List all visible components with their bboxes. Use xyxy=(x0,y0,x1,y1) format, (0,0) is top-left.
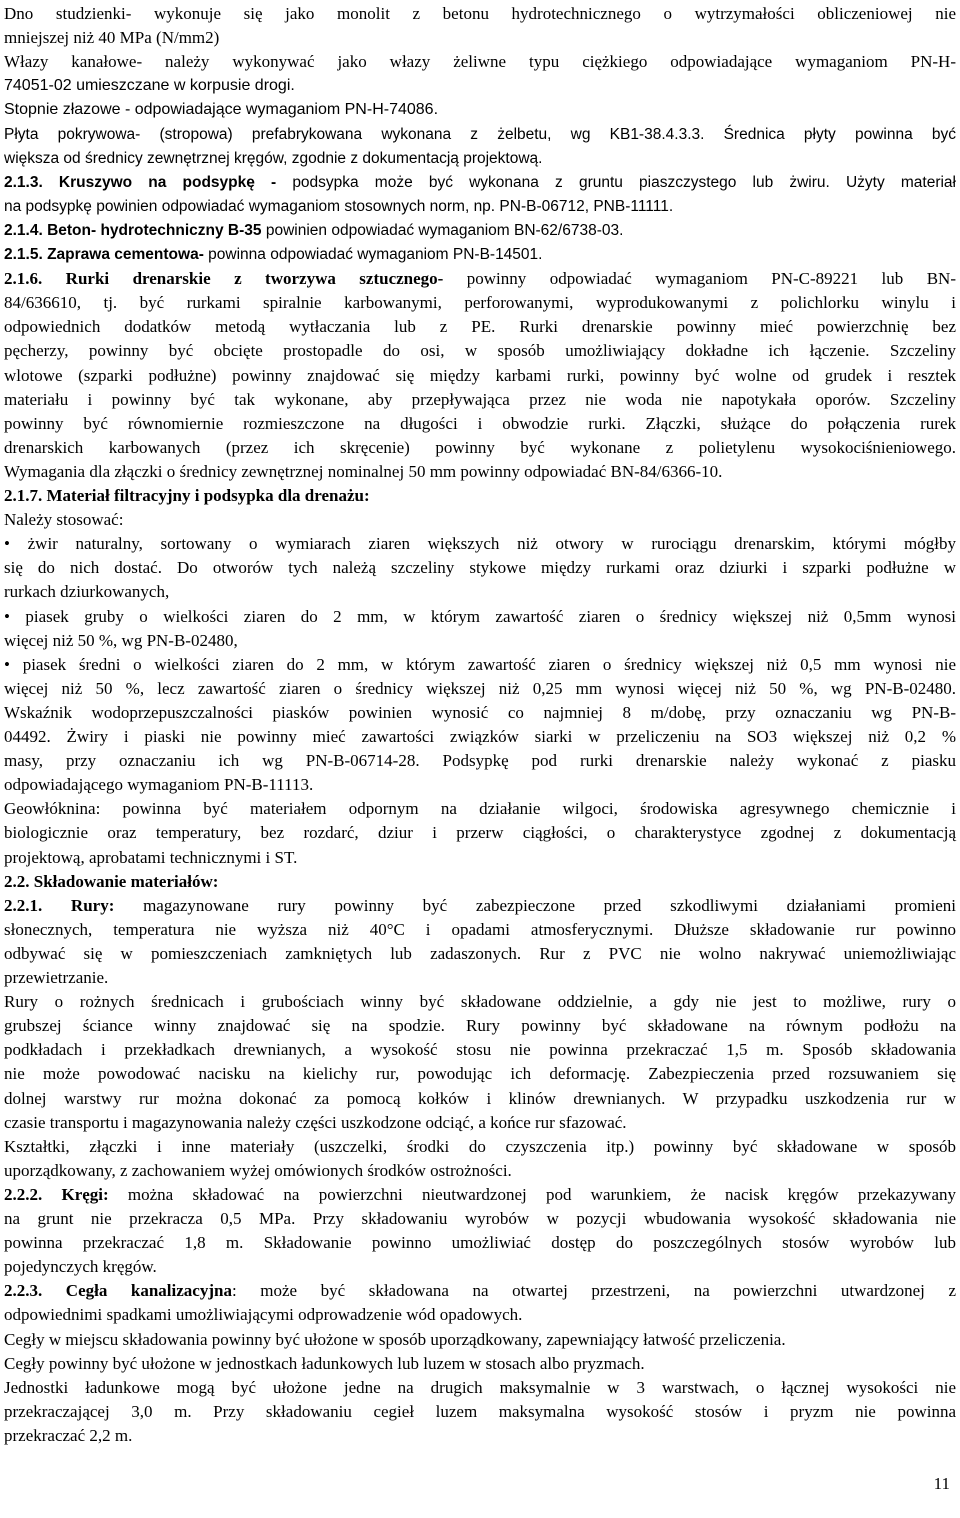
text-line xyxy=(4,653,956,677)
bold-heading-text: 2.2.1. Rury: xyxy=(4,895,144,915)
body-text: większa od średnicy zewnętrznej kręgów, zgodnie z dokumentacją projektową. xyxy=(4,149,543,167)
body-text: przekraczającej 3,0 m. Przy składowaniu cegieł luzem maksymalna wysokość stosów i pryzm nie powinna xyxy=(4,1401,956,1421)
text-line xyxy=(4,1231,956,1255)
body-text: pęcherzy, powinny być obcięte prostopadle do osi, w sposób umożliwiający dokładne ich łączenie. Szczeliny xyxy=(4,341,956,361)
text-line xyxy=(4,508,956,532)
text-line xyxy=(4,460,956,484)
text-line xyxy=(4,195,956,219)
body-text: odpowiednich dodatków metodą wytłaczania lub z PE. Rurki drenarskie powinny mieć powierzchnię bez xyxy=(4,317,956,337)
text-line xyxy=(4,701,956,725)
body-text: na grunt nie przekracza 0,5 MPa. Przy składowaniu wyrobów w pozycji wbudowania wysokość składowania nie xyxy=(4,1209,956,1228)
body-text: Cegły powinny być ułożone w jednostkach ładunkowych lub luzem w stosach albo pryzmach. xyxy=(4,1353,645,1373)
body-text: nie może powodować nacisku na kielichy rur, powodując ich deformację. Zabezpieczenia przed rozsuwaniem się xyxy=(4,1064,956,1084)
text-line xyxy=(4,532,956,556)
body-text: więcej niż 50 %, lecz zawartość ziaren o średnicy większej niż 0,25 mm wynosi więcej niż 50 %, wg PN-B-02480. xyxy=(4,678,956,698)
body-text: Jednostki ładunkowe mogą być ułożone jedne na drugich maksymalnie w 3 warstwach, o łącznej wysokości nie xyxy=(4,1377,956,1397)
text-line xyxy=(4,894,956,918)
body-text: projektową, aprobatami technicznymi i ST. xyxy=(4,847,298,867)
text-line xyxy=(4,1159,956,1183)
body-text: Należy stosować: xyxy=(4,510,124,530)
body-text: odbywać się w pomieszczeniach zamkniętych lub zadaszonych. Rur z PVC nie wolno nakrywać uniemożliwiając xyxy=(4,943,956,963)
text-line xyxy=(4,388,956,412)
body-text: magazynowane rury powinny być zabezpieczone przed szkodliwymi działaniami promieni xyxy=(143,895,956,915)
text-line xyxy=(4,773,956,797)
body-text: masy, przy oznaczaniu ich wg PN-B-06714-28. Podsypkę pod rurki drenarskie należy wykonać z piasku xyxy=(4,751,956,771)
text-line xyxy=(4,749,956,773)
body-text: przewietrzanie. xyxy=(4,968,109,987)
body-text: więcej niż 50 %, wg PN-B-02480, xyxy=(4,630,238,650)
text-line xyxy=(4,484,956,508)
text-line xyxy=(4,147,956,171)
text-line xyxy=(4,74,956,98)
text-line xyxy=(4,1135,956,1159)
body-text: mniejszej niż 40 MPa (N/mm2) xyxy=(4,28,220,48)
text-line xyxy=(4,870,956,894)
text-line xyxy=(4,629,956,653)
body-text: odpowiadającego wymaganiom PN-B-11113. xyxy=(4,775,314,795)
body-text: Wymagania dla złączki o średnicy zewnętrznej nominalnej 50 mm powinny odpowiadać BN-84/6366-10. xyxy=(4,461,723,481)
bold-heading-text: 2.2.3. Cegła kanalizacyjna xyxy=(4,1281,232,1301)
body-text: czasie transportu i magazynowania należy części uszkodzone odciąć, a końce rur sfazować. xyxy=(4,1112,627,1132)
text-line xyxy=(4,171,956,195)
body-text: powinny odpowiadać wymaganiom PN-C-89221 lub BN- xyxy=(466,269,956,289)
body-text: podkładach i przekładkach drewnianych, a wysokość stosu nie powinna przekraczać 1,5 m. Sposób składowania xyxy=(4,1040,956,1060)
text-line xyxy=(4,605,956,629)
bold-heading-text: 2.1.7. Materiał filtracyjny i podsypka dla drenażu: xyxy=(4,486,370,505)
body-text: rurkach dziurkowanych, xyxy=(4,582,170,602)
text-line xyxy=(4,412,956,436)
text-line xyxy=(4,1424,956,1448)
body-text: odpowiednimi spadkami umożliwiającymi odprowadzenie wód opadowych. xyxy=(4,1305,523,1325)
body-text: 04492. Żwiry i piaski nie powinny mieć zawartości związków siarki w przeliczeniu na SO3 większej niż 0,2 % xyxy=(4,727,956,746)
body-text: Rury o rożnych średnicach i grubościach winny być składowane oddzielnie, a gdy nie jest to możliwe, rury o xyxy=(4,992,956,1012)
body-text: na podsypkę powinien odpowiadać wymaganiom stosownych norm, np. PN-B-06712, PNB-11111. xyxy=(4,197,674,215)
body-text: Wskaźnik wodoprzepuszczalności piasków powinien wynosić co najmniej 8 m/dobę, przy oznaczaniu wg PN-B- xyxy=(4,702,956,722)
text-line xyxy=(4,267,956,291)
text-line xyxy=(4,1303,956,1327)
body-text: dolnej warstwy rur można dokonać za pomocą kołków i klinów drewnianych. W przypadku uszkodzenia rur w xyxy=(4,1088,956,1108)
text-line xyxy=(4,123,956,147)
body-text: uporządkowany, z zachowaniem wyżej omówionych środków ostrożności. xyxy=(4,1160,512,1180)
text-line xyxy=(4,1087,956,1111)
text-line xyxy=(4,677,956,701)
text-line xyxy=(4,2,956,26)
bold-heading-text: 2.1.4. Beton- hydrotechniczny B-35 xyxy=(4,221,266,239)
text-line xyxy=(4,1400,956,1424)
body-text: drenarskich karbowanych (przez ich skręcenie) powinny być wykonane z polietylenu wysokociśnieniowego. xyxy=(4,437,956,457)
body-text: powinna przekraczać 1,8 m. Składowanie powinno umożliwiać dostęp do poszczególnych stosów wyrobów lub xyxy=(4,1233,956,1253)
text-line xyxy=(4,556,956,580)
text-line xyxy=(4,339,956,363)
body-text: biologicznie oraz temperatury, bez rozdarć, dziur i przerw ciągłości, o charakterystyce zgodnej z dokumentacją xyxy=(4,823,956,843)
body-text: 74051-02 umieszczane w korpusie drogi. xyxy=(4,77,295,95)
text-line xyxy=(4,942,956,966)
body-text: • piasek gruby o wielkości ziaren do 2 mm, w którym zawartość ziaren o średnicy większej niż 0,5mm wynosi xyxy=(4,606,956,626)
body-text: • piasek średni o wielkości ziaren do 2 mm, w którym zawartość ziaren o średnicy większej niż 0,5 mm wynosi nie xyxy=(4,654,956,674)
text-line xyxy=(4,1038,956,1062)
body-text: Stopnie złazowe - odpowiadające wymaganiom PN-H-74086. xyxy=(4,101,439,119)
body-text: Włazy kanałowe- należy wykonywać jako włazy żeliwne typu ciężkiego odpowiadające wymaganiom PN-H- xyxy=(4,52,956,72)
body-text: Cegły w miejscu składowania powinny być ułożone w sposób uporządkowany, zapewniający łatwość przeliczenia. xyxy=(4,1329,786,1349)
body-text: powinny być równomiernie rozmieszczone na długości i obwodzie rurki. Złączki, służące do połączenia rurek xyxy=(4,413,956,433)
bold-heading-text: 2.2.2. Kręgi: xyxy=(4,1184,128,1204)
text-line xyxy=(4,1352,956,1376)
body-text: można składować na powierzchni nieutwardzonej pod warunkiem, że nacisk kręgów przekazywany xyxy=(127,1184,956,1204)
text-line xyxy=(4,1376,956,1400)
page-number: 11 xyxy=(933,1474,950,1493)
body-text: pojedynczych kręgów. xyxy=(4,1257,157,1277)
text-line xyxy=(4,725,956,749)
body-text: Geowłóknina: powinna być materiałem odpornym na działanie wilgoci, środowiska agresywnego chemicznie i xyxy=(4,799,956,819)
text-line xyxy=(4,26,956,50)
bold-heading-text: 2.1.5. Zaprawa cementowa- xyxy=(4,246,209,263)
text-line xyxy=(4,291,956,315)
text-line xyxy=(4,1062,956,1086)
text-line xyxy=(4,243,956,267)
text-line xyxy=(4,797,956,821)
body-text: : może być składowana na otwartej przestrzeni, na powierzchni utwardzonej z xyxy=(231,1281,957,1301)
body-text: wlotowe (szparki podłużne) powinny znajdować się między karbami rurki, powinny być wolne od grudek i resztek xyxy=(4,365,956,385)
body-text: 84/636610, tj. być rurkami spiralnie karbowanymi, perforowanymi, wyprodukowanymi z polichlorku winylu i xyxy=(4,293,956,313)
text-line xyxy=(4,990,956,1014)
body-text: przekraczać 2,2 m. xyxy=(4,1425,133,1445)
body-text: powinna odpowiadać wymaganiom PN-B-14501. xyxy=(208,246,543,263)
text-line xyxy=(4,821,956,845)
body-text: słonecznych, temperatura nie wyższa niż 40°C i opadami atmosferycznymi. Dłuższe składowanie rur powinno xyxy=(4,919,956,939)
text-line xyxy=(4,1279,956,1303)
text-line xyxy=(4,1255,956,1279)
text-line xyxy=(4,436,956,460)
text-line xyxy=(4,918,956,942)
body-text: Dno studzienki- wykonuje się jako monolit z betonu hydrotechnicznego o wytrzymałości obliczeniowej nie xyxy=(4,4,956,23)
text-line xyxy=(4,966,956,990)
body-text: • żwir naturalny, sortowany o wymiarach ziaren większych niż otwory w rurociągu drenarskim, którymi mógłby xyxy=(4,534,956,554)
text-line xyxy=(4,315,956,339)
body-text: Płyta pokrywowa- (stropowa) prefabrykowana wykonana z żelbetu, wg KB1-38.4.3.3. Średnica płyty powinna być xyxy=(4,125,956,143)
text-line xyxy=(4,1183,956,1207)
body-text: materiału i powinny być tak wykonane, aby przepływająca przez nie woda nie napotykała oporów. Szczeliny xyxy=(4,389,956,409)
text-line xyxy=(4,1014,956,1038)
bold-heading-text: 2.2. Składowanie materiałów: xyxy=(4,871,219,891)
bold-heading-text: 2.1.6. Rurki drenarskie z tworzywa sztucznego- xyxy=(4,269,467,289)
body-text: Kształtki, złączki i inne materiały (uszczelki, środki do czyszczenia itp.) powinny być składowane w sposób xyxy=(4,1136,956,1156)
bold-heading-text: 2.1.3. Kruszywo na podsypkę - xyxy=(4,173,293,191)
text-line xyxy=(4,98,956,122)
body-text: grubszej ściance winny znajdować się na spodzie. Rury powinny być składowane na równym podłożu na xyxy=(4,1016,956,1036)
text-line xyxy=(4,1111,956,1135)
text-line xyxy=(4,364,956,388)
text-line xyxy=(4,1207,956,1231)
text-line xyxy=(4,50,956,74)
text-line xyxy=(4,1328,956,1352)
text-line xyxy=(4,846,956,870)
body-text: powinien odpowiadać wymaganiom BN-62/6738-03. xyxy=(265,221,624,239)
body-text: się do nich dostać. Do otworów tych należą szczeliny stykowe między rurkami oraz dziurki i szparki podłużne w xyxy=(4,558,956,578)
text-line xyxy=(4,580,956,604)
text-line xyxy=(4,219,956,243)
body-text: podsypka może być wykonana z gruntu piaszczystego lub żwiru. Użyty materiał xyxy=(292,173,957,191)
